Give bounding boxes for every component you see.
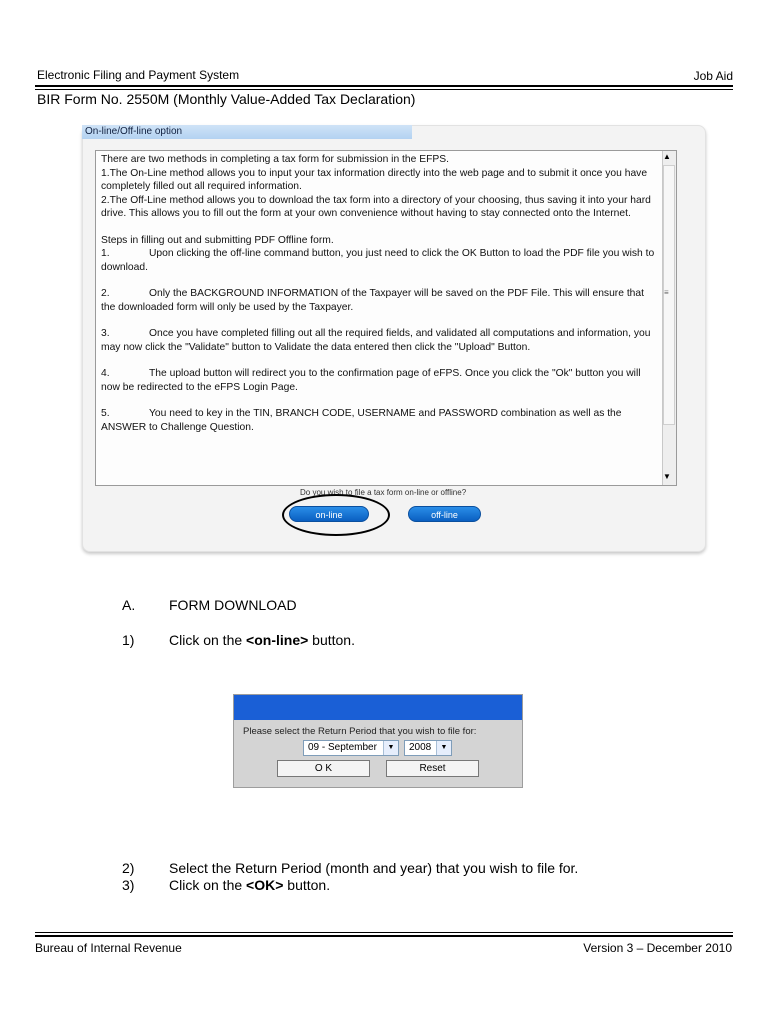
section-label: A.: [122, 597, 136, 613]
step-item: 4. The upload button will redirect you to the confirmation page of eFPS. Once you click the "Ok" button you will now be redirected to the eFPS Login Page.: [101, 368, 641, 393]
footer-rule: [35, 935, 733, 937]
header-rule: [35, 85, 733, 87]
panel-title: On-line/Off-line option: [82, 125, 412, 139]
header-rule-thin: [35, 89, 733, 90]
dialog-prompt: Please select the Return Period that you wish to file for:: [243, 726, 477, 737]
ok-button[interactable]: O K: [277, 760, 370, 777]
step-number: 2): [122, 860, 135, 876]
instructions-text: [101, 153, 661, 434]
step-number: 1): [122, 632, 135, 648]
chevron-down-icon[interactable]: ▼: [383, 741, 398, 755]
online-button[interactable]: on-line: [289, 506, 369, 522]
step-text: Click on the <on-line> button.: [169, 632, 355, 648]
footer-rule-thin: [35, 932, 733, 933]
step-item: 5. You need to key in the TIN, BRANCH CODE, USERNAME and PASSWORD combination as well as the ANSWER to Challenge Question.: [101, 408, 622, 433]
step-number: 3): [122, 877, 135, 893]
year-select[interactable]: 2008 ▼: [404, 740, 452, 756]
intro-line: There are two methods in completing a tax form for submission in the EFPS.: [101, 154, 449, 165]
footer-org: Bureau of Internal Revenue: [35, 941, 182, 955]
scroll-up-arrow-icon[interactable]: ▲: [663, 152, 671, 161]
month-select[interactable]: 09 - September ▼: [303, 740, 399, 756]
step-text: Select the Return Period (month and year) that you wish to file for.: [169, 860, 579, 876]
footer-version: Version 3 – December 2010: [583, 941, 732, 955]
step-item: 3. Once you have completed filling out all the required fields, and validated all computations and information, you may now click the "Validate" button to Validate the data entered then click the "Upload" Button.: [101, 328, 651, 353]
header-doc-type: Job Aid: [693, 69, 733, 83]
offline-button[interactable]: off-line: [408, 506, 481, 522]
file-method-prompt: Do you wish to file a tax form on-line or offline?: [300, 488, 467, 497]
scroll-down-arrow-icon[interactable]: ▼: [663, 472, 671, 481]
step-item: 1. Upon clicking the off-line command button, you just need to click the OK Button to load the PDF file you wish to download.: [101, 248, 655, 273]
offline-method: 2.The Off-Line method allows you to download the tax form into a directory of your choosing, thus saving it into your hard drive. This allows you to fill out the form at your own convenience without having to stay connected onto the Internet.: [101, 194, 651, 219]
chevron-down-icon[interactable]: ▼: [436, 741, 451, 755]
steps-heading: Steps in filling out and submitting PDF Offline form.: [101, 234, 334, 246]
online-method: 1.The On-Line method allows you to input your tax information directly into the web page and to submit it once you have completely filled out all required information.: [101, 167, 648, 192]
reset-button[interactable]: Reset: [386, 760, 479, 777]
highlight-circle: [282, 494, 390, 536]
step-item: 2. Only the BACKGROUND INFORMATION of the Taxpayer will be saved on the PDF File. This will ensure that the downloaded form will only be used by the Taxpayer.: [101, 288, 644, 313]
header-system-name: Electronic Filing and Payment System: [37, 68, 240, 82]
scroll-grip-icon: ≡: [664, 288, 669, 297]
dialog-titlebar: [234, 695, 522, 720]
section-title: FORM DOWNLOAD: [169, 597, 297, 613]
form-title: BIR Form No. 2550M (Monthly Value-Added Tax Declaration): [37, 91, 416, 107]
step-text: Click on the <OK> button.: [169, 877, 331, 893]
